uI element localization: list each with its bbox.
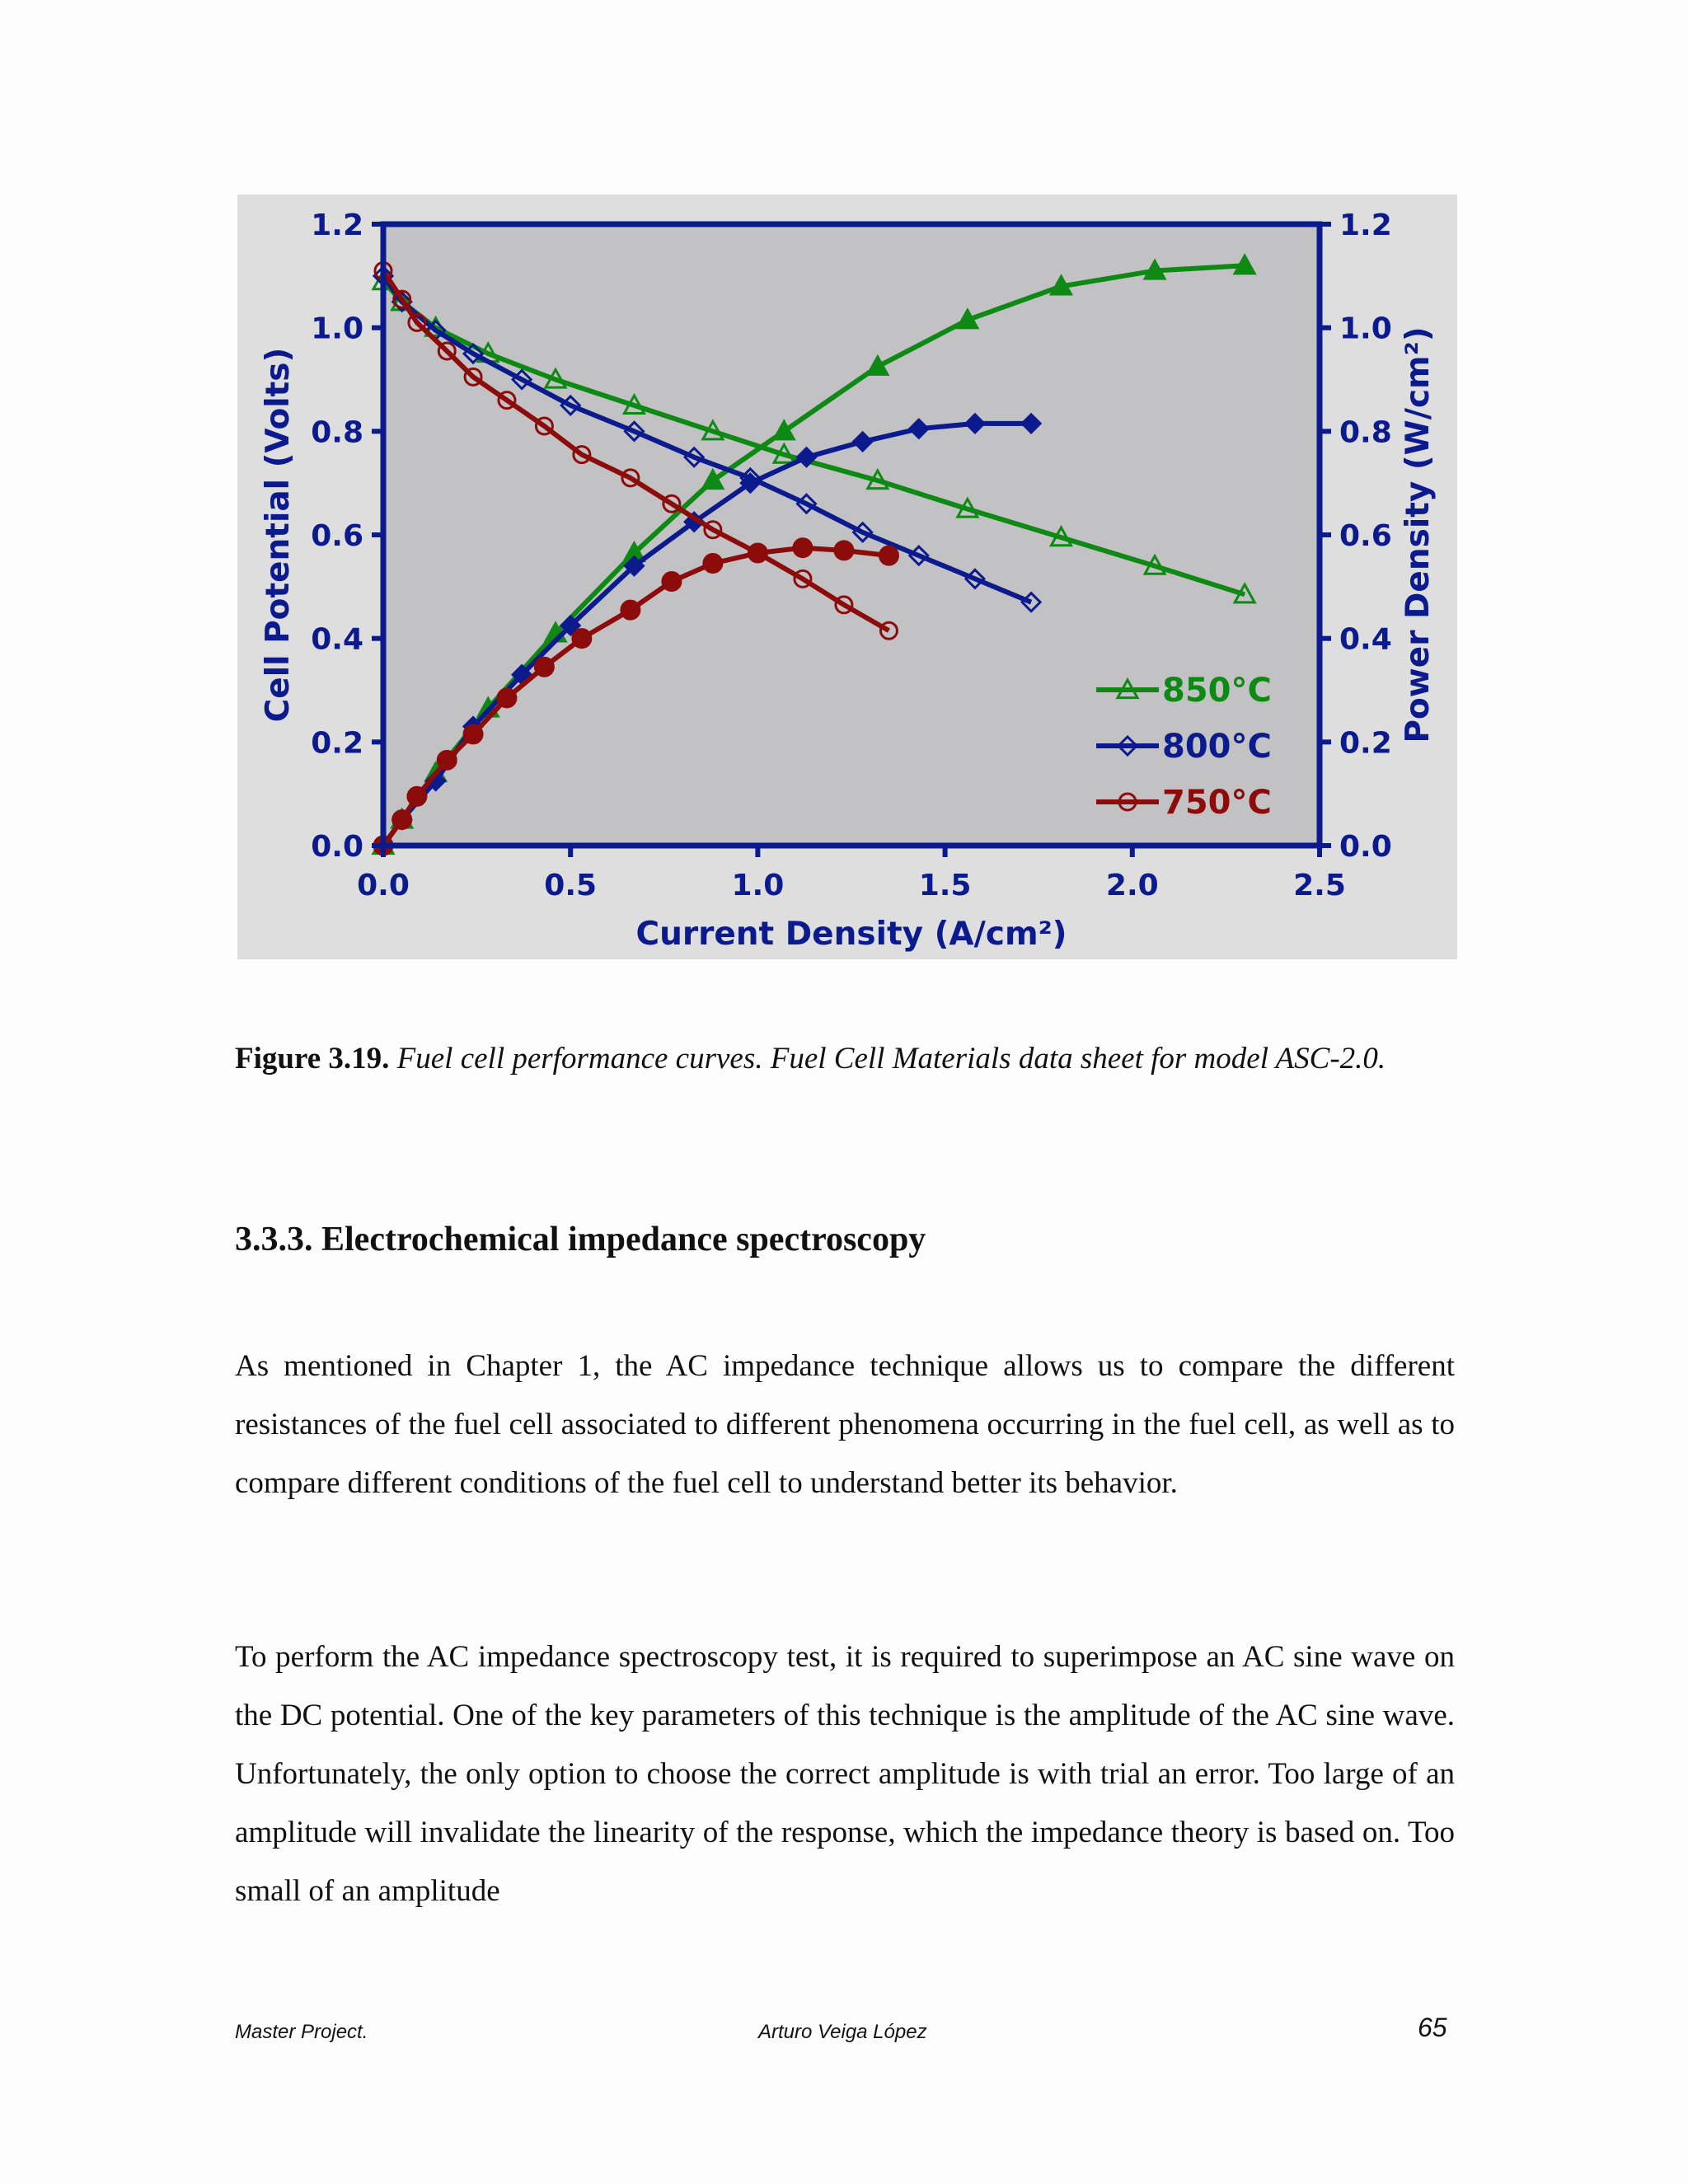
data-point xyxy=(748,544,767,562)
legend-label: 800°C xyxy=(1162,728,1272,766)
data-point xyxy=(704,555,722,573)
page-number: 65 xyxy=(1418,2013,1447,2042)
data-point xyxy=(393,811,411,829)
data-point xyxy=(438,751,456,769)
x-tick-label: 2.0 xyxy=(1105,869,1159,902)
paragraph: To perform the AC impedance spectroscopy test, it is required to superimpose an AC sine wave on the DC potential. One of the key parameters of this technique is the amplitude of the AC sine wave. Unfortunately, the only option to choose the correct amplitude is with trial an error. Too large of an amplitude will invalidate the linearity of the response, which the impedance theory is based on. Too small of an amplitude xyxy=(235,1640,1455,1908)
y-axis-title: Cell Potential (Volts) xyxy=(260,347,297,723)
x-tick-label: 2.5 xyxy=(1293,869,1346,902)
data-point xyxy=(794,539,812,557)
data-point xyxy=(663,573,681,591)
x-tick-label: 0.5 xyxy=(544,869,598,902)
data-point xyxy=(573,630,591,648)
x-tick-label: 0.0 xyxy=(357,869,410,902)
y2-tick-label: 0.0 xyxy=(1339,830,1392,864)
y-tick-label: 1.0 xyxy=(311,312,363,346)
legend-label: 850°C xyxy=(1162,672,1272,710)
y-tick-label: 0.6 xyxy=(311,519,363,553)
data-point xyxy=(498,689,516,707)
data-point xyxy=(835,541,853,560)
y-tick-label: 1.2 xyxy=(311,209,363,242)
y2-tick-label: 0.2 xyxy=(1339,726,1392,761)
y2-tick-label: 0.8 xyxy=(1339,415,1392,450)
y-tick-label: 0.4 xyxy=(311,622,363,657)
figure-caption xyxy=(235,1030,1455,1088)
chart-svg xyxy=(237,194,1457,959)
data-point xyxy=(408,787,426,805)
y2-tick-label: 1.2 xyxy=(1339,209,1392,242)
y-tick-label: 0.8 xyxy=(311,415,363,450)
section-heading: 3.3.3. Electrochemical impedance spectroscopy xyxy=(235,1221,926,1258)
y2-tick-label: 1.0 xyxy=(1339,312,1392,346)
y-tick-label: 0.0 xyxy=(311,830,363,864)
data-point xyxy=(535,658,553,676)
x-axis-title: Current Density (A/cm²) xyxy=(635,916,1067,953)
data-point xyxy=(621,601,640,619)
data-point xyxy=(464,725,482,743)
y2-axis-title: Power Density (W/cm²) xyxy=(1400,326,1437,743)
caption-label: Figure 3.19. xyxy=(235,1042,390,1076)
y2-tick-label: 0.6 xyxy=(1339,519,1392,553)
paragraph: As mentioned in Chapter 1, the AC impedance technique allows us to compare the different resistances of the fuel cell associated to different phenomena occurring in the fuel cell, as well as to compare different conditions of the fuel cell to understand better its behavior. xyxy=(235,1349,1455,1500)
caption-text: Fuel cell performance curves. Fuel Cell Materials data sheet for model ASC-2.0. xyxy=(396,1042,1386,1076)
x-tick-label: 1.5 xyxy=(918,869,972,902)
legend-label: 750°C xyxy=(1162,784,1272,822)
performance-chart xyxy=(237,194,1457,959)
y2-tick-label: 0.4 xyxy=(1339,622,1392,657)
y-tick-label: 0.2 xyxy=(311,726,363,761)
x-tick-label: 1.0 xyxy=(731,869,785,902)
data-point xyxy=(879,546,898,565)
footer-project: Master Project. xyxy=(235,2021,368,2043)
footer-author: Arturo Veiga López xyxy=(758,2021,927,2043)
